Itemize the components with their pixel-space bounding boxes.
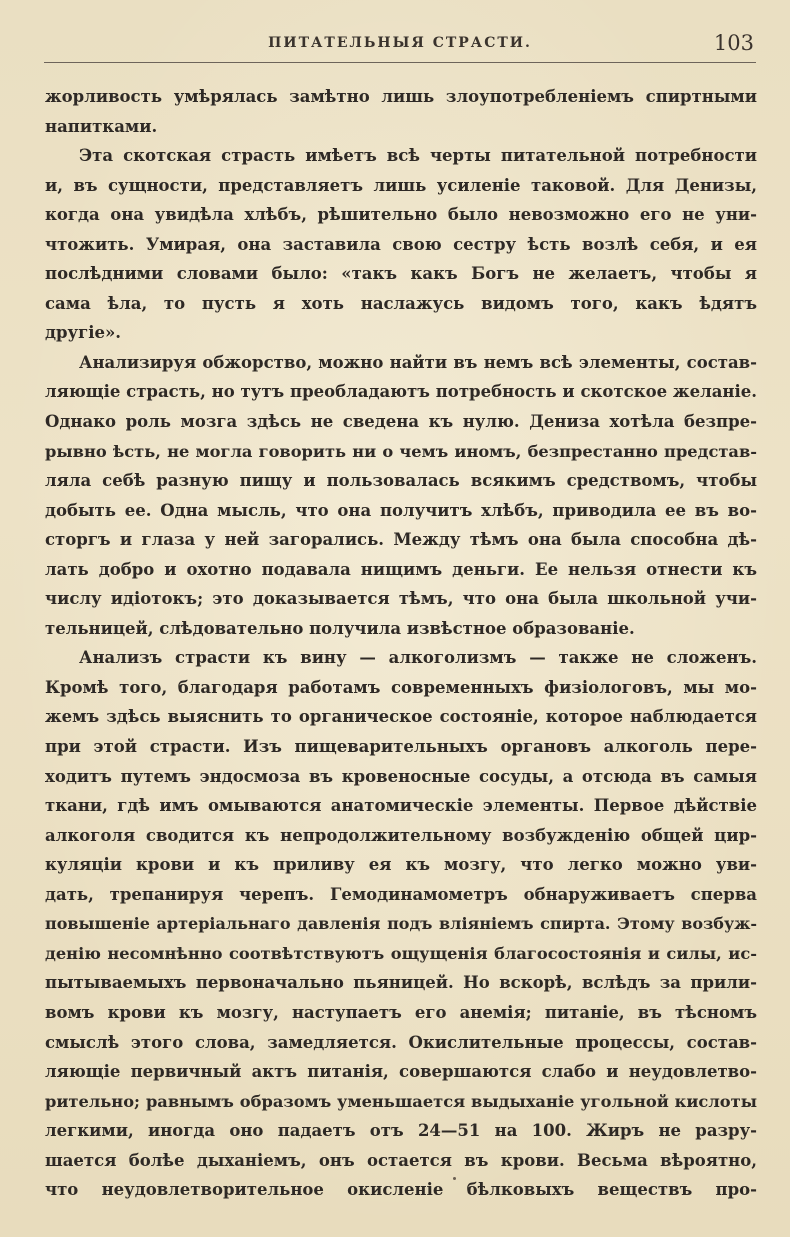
text-line: Кромѣ того, благодаря работамъ современныхъ физіологовъ, мы мо- xyxy=(45,677,757,697)
text-line: при этой страсти. Изъ пищеварительныхъ органовъ алкоголь пере- xyxy=(45,737,757,757)
text-line: лать добро и охотно подавала нищимъ деньги. Ее нельзя отнести къ xyxy=(45,559,757,579)
text-line: другіе». xyxy=(45,323,122,343)
running-head: ПИТАТЕЛЬНЫЯ СТРАСТИ. xyxy=(268,35,532,51)
text-line: алкоголя сводится къ непродолжительному возбужденію общей цир- xyxy=(45,825,757,845)
text-line: что неудовлетворительное окисленіе бѣлковыхъ веществъ про- xyxy=(45,1180,757,1200)
text-line: жемъ здѣсь выяснить то органическое состояніе, которое наблюдается xyxy=(45,707,757,727)
text-line: когда она увидѣла хлѣбъ, рѣшительно было невозможно его не уни- xyxy=(45,205,757,225)
text-line: Однако роль мозга здѣсь не сведена къ нулю. Дениза хотѣла безпре- xyxy=(45,412,757,432)
text-line: тельницей, слѣдовательно получила извѣстное образованіе. xyxy=(45,618,635,638)
text-line: дать, трепанируя черепъ. Гемодинамометръ обнаруживаетъ сперва xyxy=(45,884,757,904)
text-line: рительно; равнымъ образомъ уменьшается выдыханіе угольной кислоты xyxy=(45,1091,757,1111)
page-header xyxy=(44,28,756,63)
text-line: добыть ее. Одна мысль, что она получитъ хлѣбъ, приводила ее въ во- xyxy=(45,500,757,520)
text-line: ткани, гдѣ имъ омываются анатомическіе элементы. Первое дѣйствіе xyxy=(45,796,757,816)
text-line: рывно ѣсть, не могла говорить ни о чемъ иномъ, безпрестанно представ- xyxy=(45,441,757,461)
text-line: числу идіотокъ; это доказывается тѣмъ, что она была школьной учи- xyxy=(45,589,757,609)
text-line: ляющіе страсть, но тутъ преобладаютъ потребность и скотское желаніе. xyxy=(45,382,757,402)
text-line: Анализъ страсти къ вину — алкоголизмъ — также не сложенъ. xyxy=(79,648,757,668)
text-line: ляющіе первичный актъ питанія, совершаются слабо и неудовлетво- xyxy=(45,1062,757,1082)
text-line: повышеніе артеріальнаго давленія подъ вліяніемъ спирта. Этому возбуж- xyxy=(45,914,757,934)
text-line: Эта скотская страсть имѣетъ всѣ черты питательной потребности xyxy=(79,146,757,166)
text-line: легкими, иногда оно падаетъ отъ 24—51 на 100. Жиръ не разру- xyxy=(45,1121,757,1141)
text-line: денію несомнѣнно соотвѣтствуютъ ощущенія благосостоянія и силы, ис- xyxy=(45,943,757,963)
text-line: вомъ крови къ мозгу, наступаетъ его анемія; питаніе, въ тѣсномъ xyxy=(45,1002,757,1022)
text-line: напитками. xyxy=(45,116,158,136)
text-line: шается болѣе дыханіемъ, онъ остается въ крови. Весьма вѣроятно, xyxy=(45,1150,757,1170)
body-text xyxy=(45,82,757,1205)
text-line: и, въ сущности, представляетъ лишь усиленіе таковой. Для Денизы, xyxy=(45,175,757,195)
text-line: ходитъ путемъ эндосмоза въ кровеносные сосуды, а отсюда въ самыя xyxy=(45,766,757,786)
text-line: послѣдними словами было: «такъ какъ Богъ не желаетъ, чтобы я xyxy=(45,264,757,284)
text-line: чтожить. Умирая, она заставила свою сестру ѣсть возлѣ себя, и ея xyxy=(45,234,757,254)
text-line: пытываемыхъ первоначально пьяницей. Но вскорѣ, вслѣдъ за прили- xyxy=(45,973,757,993)
text-line: смыслѣ этого слова, замедляется. Окислительные процессы, состав- xyxy=(45,1032,757,1052)
text-line: жорливость умѣрялась замѣтно лишь злоупотребленіемъ спиртными xyxy=(45,87,757,106)
text-line: сама ѣла, то пусть я хоть наслажусь видомъ того, какъ ѣдятъ xyxy=(45,293,757,313)
print-speck xyxy=(453,1177,456,1180)
text-line: Анализируя обжорство, можно найти въ немъ всѣ элементы, состав- xyxy=(79,352,757,372)
text-line: куляціи крови и къ приливу ея къ мозгу, что легко можно уви- xyxy=(45,855,757,875)
text-line: сторгъ и глаза у ней загорались. Между тѣмъ она была способна дѣ- xyxy=(45,530,757,550)
page-number: 103 xyxy=(713,31,754,55)
text-line: ляла себѣ разную пищу и пользовалась всякимъ средствомъ, чтобы xyxy=(45,471,757,491)
